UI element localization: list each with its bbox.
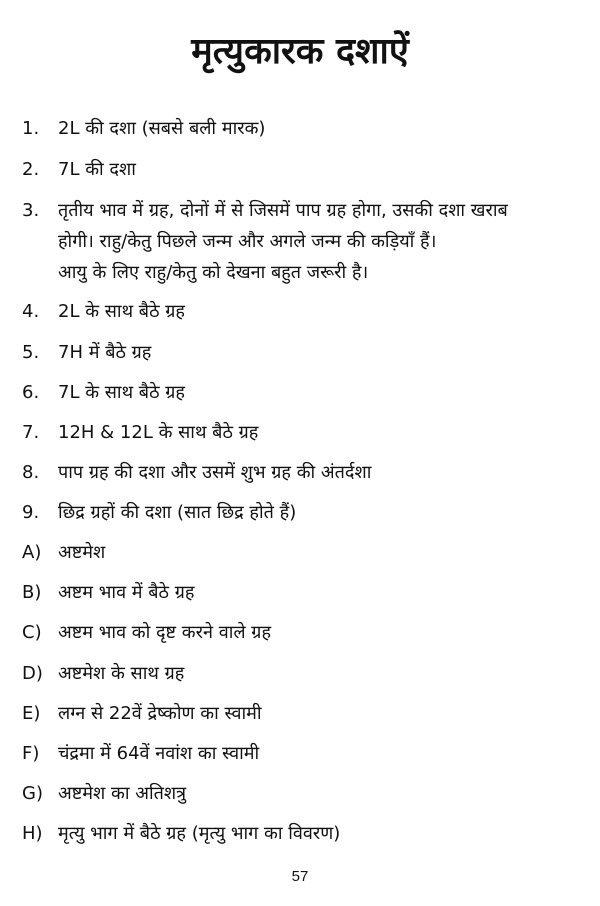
- list-item: [22, 114, 580, 145]
- item-marker: 5.: [22, 342, 40, 363]
- item-marker: 1.: [22, 118, 40, 139]
- list-item: [22, 819, 580, 850]
- item-line: अष्टम भाव में बैठे ग्रह: [58, 582, 195, 603]
- item-line: मृत्यु भाग में बैठे ग्रह (मृत्यु भाग का विवरण): [58, 823, 341, 844]
- item-marker: 8.: [22, 462, 40, 483]
- page-number: 57: [291, 868, 309, 885]
- item-marker: 4.: [22, 301, 40, 322]
- item-marker: A): [22, 542, 42, 563]
- list-item: [22, 779, 580, 810]
- item-text: [58, 458, 580, 489]
- item-marker: 6.: [22, 382, 40, 403]
- list-item: [22, 739, 580, 770]
- item-line: 12H & 12L के साथ बैठे ग्रह: [58, 422, 259, 443]
- item-text: [58, 196, 580, 289]
- item-line: होगी। राहु/केतु पिछले जन्म और अगले जन्म की कड़ियाँ हैं।: [58, 231, 437, 252]
- item-marker: 9.: [22, 502, 40, 523]
- item-line: 7L की दशा: [58, 159, 136, 180]
- item-line: तृतीय भाव में ग्रह, दोनों में से जिसमें पाप ग्रह होगा, उसकी दशा खराब: [58, 200, 508, 221]
- item-text: [58, 819, 580, 850]
- item-text: [58, 618, 580, 649]
- item-marker: B): [22, 582, 42, 603]
- list-item: [22, 378, 580, 409]
- list-item: [22, 155, 580, 186]
- item-text: [58, 114, 580, 145]
- list-item: [22, 498, 580, 529]
- item-text: [58, 297, 580, 328]
- item-text: [58, 659, 580, 690]
- item-line: अष्टमेश के साथ ग्रह: [58, 663, 185, 684]
- item-marker: 2.: [22, 159, 40, 180]
- list-item: [22, 578, 580, 609]
- item-marker: C): [22, 622, 42, 643]
- item-line: अष्टमेश: [58, 542, 106, 563]
- item-text: [58, 739, 580, 770]
- item-marker: 7.: [22, 422, 40, 443]
- item-line: 7L के साथ बैठे ग्रह: [58, 382, 185, 403]
- item-marker: 3.: [22, 200, 40, 221]
- item-text: [58, 418, 580, 449]
- list-item: [22, 538, 580, 569]
- list-item: [22, 196, 580, 289]
- item-text: [58, 498, 580, 529]
- item-marker: F): [22, 743, 40, 764]
- item-line: लग्न से 22वें द्रेष्कोण का स्वामी: [58, 703, 262, 724]
- item-text: [58, 538, 580, 569]
- item-line: अष्टमेश का अतिशत्रु: [58, 783, 187, 804]
- list-item: [22, 297, 580, 328]
- item-text: [58, 338, 580, 369]
- item-line: आयु के लिए राहु/केतु को देखना बहुत जरूरी है।: [58, 262, 369, 283]
- item-marker: H): [22, 823, 43, 844]
- item-line: छिद्र ग्रहों की दशा (सात छिद्र होते हैं): [58, 502, 297, 523]
- item-marker: E): [22, 703, 41, 724]
- item-line: चंद्रमा में 64वें नवांश का स्वामी: [58, 743, 260, 764]
- item-text: [58, 699, 580, 730]
- list-item: [22, 458, 580, 489]
- item-text: [58, 779, 580, 810]
- page-title: मृत्युकारक दशाऐं: [191, 31, 409, 72]
- item-text: [58, 378, 580, 409]
- item-line: 2L के साथ बैठे ग्रह: [58, 301, 185, 322]
- list-item: [22, 699, 580, 730]
- list-item: [22, 659, 580, 690]
- item-line: अष्टम भाव को दृष्ट करने वाले ग्रह: [58, 622, 271, 643]
- item-line: 7H में बैठे ग्रह: [58, 342, 152, 363]
- list-item: [22, 418, 580, 449]
- item-line: 2L की दशा (सबसे बली मारक): [58, 118, 266, 139]
- item-marker: G): [22, 783, 43, 804]
- list-item: [22, 618, 580, 649]
- item-line: पाप ग्रह की दशा और उसमें शुभ ग्रह की अंतर्दशा: [58, 462, 372, 483]
- item-marker: D): [22, 663, 43, 684]
- list-item: [22, 338, 580, 369]
- item-text: [58, 578, 580, 609]
- item-text: [58, 155, 580, 186]
